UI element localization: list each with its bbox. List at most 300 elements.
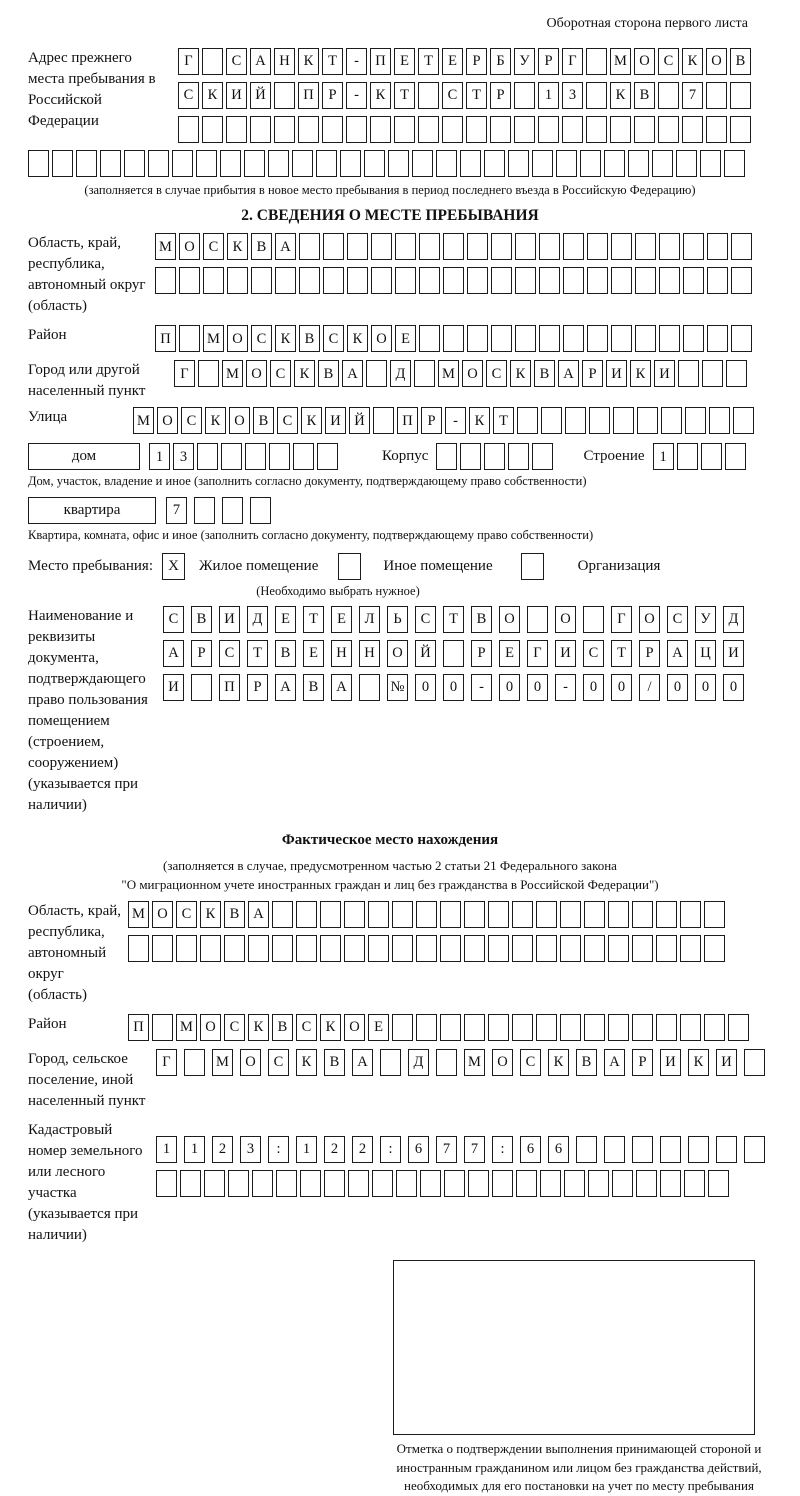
char-box[interactable]: К bbox=[227, 233, 248, 260]
char-box[interactable] bbox=[371, 233, 392, 260]
char-box[interactable] bbox=[508, 150, 529, 177]
char-box[interactable] bbox=[560, 935, 581, 962]
char-box[interactable]: Г bbox=[611, 606, 632, 633]
char-box[interactable] bbox=[565, 407, 586, 434]
char-box[interactable] bbox=[443, 325, 464, 352]
char-box[interactable]: : bbox=[492, 1136, 513, 1163]
char-box[interactable] bbox=[222, 497, 243, 524]
char-box[interactable]: Т bbox=[247, 640, 268, 667]
char-box[interactable] bbox=[464, 1014, 485, 1041]
char-box[interactable] bbox=[707, 233, 728, 260]
char-box[interactable] bbox=[744, 1136, 765, 1163]
char-box[interactable] bbox=[730, 116, 751, 143]
char-box[interactable] bbox=[155, 267, 176, 294]
char-box[interactable] bbox=[484, 443, 505, 470]
char-box[interactable]: Г bbox=[174, 360, 195, 387]
char-box[interactable]: Р bbox=[490, 82, 511, 109]
char-box[interactable] bbox=[563, 325, 584, 352]
char-box[interactable] bbox=[202, 48, 223, 75]
char-box[interactable] bbox=[359, 674, 380, 701]
char-box[interactable] bbox=[252, 1170, 273, 1197]
char-box[interactable] bbox=[680, 935, 701, 962]
char-box[interactable] bbox=[416, 935, 437, 962]
char-box[interactable]: Т bbox=[303, 606, 324, 633]
char-box[interactable]: И bbox=[219, 606, 240, 633]
char-box[interactable]: Н bbox=[331, 640, 352, 667]
char-box[interactable]: 3 bbox=[562, 82, 583, 109]
char-box[interactable]: К bbox=[610, 82, 631, 109]
char-box[interactable]: С bbox=[268, 1049, 289, 1076]
char-box[interactable] bbox=[632, 935, 653, 962]
char-box[interactable]: К bbox=[370, 82, 391, 109]
char-box[interactable] bbox=[418, 82, 439, 109]
char-box[interactable]: Н bbox=[359, 640, 380, 667]
char-box[interactable] bbox=[419, 267, 440, 294]
char-box[interactable] bbox=[412, 150, 433, 177]
char-box[interactable]: 1 bbox=[149, 443, 170, 470]
char-box[interactable]: М bbox=[155, 233, 176, 260]
char-box[interactable] bbox=[466, 116, 487, 143]
char-box[interactable] bbox=[274, 116, 295, 143]
char-box[interactable]: Р bbox=[582, 360, 603, 387]
char-box[interactable] bbox=[392, 935, 413, 962]
char-box[interactable] bbox=[436, 150, 457, 177]
char-box[interactable]: О bbox=[179, 233, 200, 260]
char-box[interactable]: М bbox=[610, 48, 631, 75]
char-box[interactable] bbox=[395, 233, 416, 260]
char-box[interactable] bbox=[635, 233, 656, 260]
char-box[interactable] bbox=[380, 1049, 401, 1076]
char-box[interactable] bbox=[656, 935, 677, 962]
char-box[interactable]: К bbox=[294, 360, 315, 387]
char-box[interactable] bbox=[250, 497, 271, 524]
char-box[interactable] bbox=[203, 267, 224, 294]
char-box[interactable]: О bbox=[227, 325, 248, 352]
char-box[interactable] bbox=[316, 150, 337, 177]
raion-row[interactable] bbox=[155, 325, 752, 352]
char-box[interactable] bbox=[660, 1136, 681, 1163]
char-box[interactable] bbox=[613, 407, 634, 434]
fact-oblast-row-2[interactable] bbox=[128, 935, 725, 962]
char-box[interactable] bbox=[516, 1170, 537, 1197]
char-box[interactable] bbox=[248, 935, 269, 962]
char-box[interactable]: С bbox=[583, 640, 604, 667]
char-box[interactable]: А bbox=[275, 233, 296, 260]
char-box[interactable]: О bbox=[555, 606, 576, 633]
char-box[interactable] bbox=[226, 116, 247, 143]
char-box[interactable] bbox=[492, 1170, 513, 1197]
char-box[interactable]: П bbox=[397, 407, 418, 434]
char-box[interactable]: М bbox=[212, 1049, 233, 1076]
char-box[interactable]: М bbox=[222, 360, 243, 387]
char-box[interactable] bbox=[224, 935, 245, 962]
char-box[interactable] bbox=[584, 901, 605, 928]
char-box[interactable]: М bbox=[438, 360, 459, 387]
char-box[interactable] bbox=[704, 1014, 725, 1041]
char-box[interactable] bbox=[372, 1170, 393, 1197]
fact-oblast-row-1[interactable] bbox=[128, 901, 725, 928]
char-box[interactable] bbox=[587, 233, 608, 260]
char-box[interactable] bbox=[275, 267, 296, 294]
char-box[interactable] bbox=[179, 325, 200, 352]
char-box[interactable]: 0 bbox=[723, 674, 744, 701]
kadastr-row-2[interactable] bbox=[156, 1170, 765, 1197]
char-box[interactable]: И bbox=[654, 360, 675, 387]
char-box[interactable]: И bbox=[555, 640, 576, 667]
char-box[interactable] bbox=[156, 1170, 177, 1197]
char-box[interactable] bbox=[443, 640, 464, 667]
char-box[interactable] bbox=[701, 443, 722, 470]
char-box[interactable]: Т bbox=[394, 82, 415, 109]
char-box[interactable]: В bbox=[576, 1049, 597, 1076]
char-box[interactable] bbox=[416, 1014, 437, 1041]
char-box[interactable] bbox=[706, 116, 727, 143]
char-box[interactable] bbox=[300, 1170, 321, 1197]
char-box[interactable]: И bbox=[226, 82, 247, 109]
char-box[interactable]: Т bbox=[418, 48, 439, 75]
char-box[interactable]: С bbox=[323, 325, 344, 352]
char-box[interactable] bbox=[364, 150, 385, 177]
char-box[interactable]: П bbox=[155, 325, 176, 352]
char-box[interactable]: С bbox=[219, 640, 240, 667]
char-box[interactable] bbox=[344, 901, 365, 928]
char-box[interactable] bbox=[587, 267, 608, 294]
char-box[interactable]: - bbox=[346, 48, 367, 75]
char-box[interactable] bbox=[589, 407, 610, 434]
char-box[interactable]: Р bbox=[191, 640, 212, 667]
char-box[interactable] bbox=[707, 267, 728, 294]
char-box[interactable] bbox=[464, 901, 485, 928]
char-box[interactable]: А bbox=[331, 674, 352, 701]
char-box[interactable] bbox=[532, 443, 553, 470]
char-box[interactable]: Р bbox=[538, 48, 559, 75]
char-box[interactable]: - bbox=[346, 82, 367, 109]
char-box[interactable]: К bbox=[275, 325, 296, 352]
char-box[interactable] bbox=[584, 1014, 605, 1041]
char-box[interactable] bbox=[200, 935, 221, 962]
char-box[interactable]: № bbox=[387, 674, 408, 701]
char-box[interactable] bbox=[272, 935, 293, 962]
char-box[interactable]: Р bbox=[421, 407, 442, 434]
char-box[interactable]: Р bbox=[247, 674, 268, 701]
char-box[interactable] bbox=[202, 116, 223, 143]
char-box[interactable]: 2 bbox=[352, 1136, 373, 1163]
char-box[interactable]: И bbox=[716, 1049, 737, 1076]
char-box[interactable]: О bbox=[157, 407, 178, 434]
char-box[interactable] bbox=[440, 901, 461, 928]
char-box[interactable]: К bbox=[469, 407, 490, 434]
char-box[interactable] bbox=[563, 233, 584, 260]
prev-address-row-3[interactable] bbox=[178, 116, 751, 143]
char-box[interactable] bbox=[658, 116, 679, 143]
char-box[interactable]: И bbox=[163, 674, 184, 701]
char-box[interactable] bbox=[608, 1014, 629, 1041]
char-box[interactable]: М bbox=[464, 1049, 485, 1076]
char-box[interactable] bbox=[514, 116, 535, 143]
korpus-row[interactable] bbox=[436, 443, 553, 470]
char-box[interactable] bbox=[683, 233, 704, 260]
char-box[interactable] bbox=[707, 325, 728, 352]
char-box[interactable]: 6 bbox=[408, 1136, 429, 1163]
char-box[interactable] bbox=[298, 116, 319, 143]
char-box[interactable] bbox=[659, 233, 680, 260]
char-box[interactable]: 7 bbox=[464, 1136, 485, 1163]
char-box[interactable]: Е bbox=[368, 1014, 389, 1041]
char-box[interactable] bbox=[702, 360, 723, 387]
char-box[interactable] bbox=[296, 935, 317, 962]
char-box[interactable]: В bbox=[191, 606, 212, 633]
char-box[interactable] bbox=[245, 443, 266, 470]
char-box[interactable]: О bbox=[492, 1049, 513, 1076]
char-box[interactable]: О bbox=[344, 1014, 365, 1041]
char-box[interactable]: С bbox=[181, 407, 202, 434]
char-box[interactable] bbox=[467, 233, 488, 260]
char-box[interactable] bbox=[704, 935, 725, 962]
char-box[interactable] bbox=[228, 1170, 249, 1197]
char-box[interactable]: 7 bbox=[682, 82, 703, 109]
ulitsa-row[interactable] bbox=[133, 407, 754, 434]
char-box[interactable]: С bbox=[163, 606, 184, 633]
char-box[interactable] bbox=[724, 150, 745, 177]
char-box[interactable] bbox=[443, 233, 464, 260]
char-box[interactable]: : bbox=[380, 1136, 401, 1163]
char-box[interactable]: 0 bbox=[695, 674, 716, 701]
prev-address-row-2[interactable] bbox=[178, 82, 751, 109]
char-box[interactable] bbox=[628, 150, 649, 177]
char-box[interactable] bbox=[539, 233, 560, 260]
char-box[interactable] bbox=[632, 901, 653, 928]
char-box[interactable] bbox=[682, 116, 703, 143]
char-box[interactable] bbox=[251, 267, 272, 294]
char-box[interactable] bbox=[731, 233, 752, 260]
char-box[interactable] bbox=[419, 233, 440, 260]
char-box[interactable] bbox=[416, 901, 437, 928]
char-box[interactable] bbox=[652, 150, 673, 177]
char-box[interactable] bbox=[368, 901, 389, 928]
char-box[interactable]: О bbox=[462, 360, 483, 387]
char-box[interactable]: О bbox=[639, 606, 660, 633]
char-box[interactable]: Г bbox=[178, 48, 199, 75]
char-box[interactable]: К bbox=[202, 82, 223, 109]
char-box[interactable] bbox=[299, 267, 320, 294]
char-box[interactable] bbox=[709, 407, 730, 434]
char-box[interactable] bbox=[661, 407, 682, 434]
char-box[interactable]: М bbox=[128, 901, 149, 928]
char-box[interactable] bbox=[514, 82, 535, 109]
char-box[interactable] bbox=[28, 150, 49, 177]
char-box[interactable] bbox=[491, 325, 512, 352]
char-box[interactable]: В bbox=[275, 640, 296, 667]
char-box[interactable]: 2 bbox=[212, 1136, 233, 1163]
char-box[interactable]: / bbox=[639, 674, 660, 701]
char-box[interactable]: Д bbox=[723, 606, 744, 633]
char-box[interactable]: Т bbox=[322, 48, 343, 75]
char-box[interactable] bbox=[656, 1014, 677, 1041]
char-box[interactable] bbox=[227, 267, 248, 294]
char-box[interactable] bbox=[420, 1170, 441, 1197]
char-box[interactable] bbox=[467, 267, 488, 294]
char-box[interactable]: 1 bbox=[538, 82, 559, 109]
char-box[interactable] bbox=[414, 360, 435, 387]
char-box[interactable]: 7 bbox=[166, 497, 187, 524]
char-box[interactable] bbox=[512, 935, 533, 962]
char-box[interactable] bbox=[395, 267, 416, 294]
char-box[interactable]: О bbox=[387, 640, 408, 667]
char-box[interactable] bbox=[370, 116, 391, 143]
char-box[interactable] bbox=[608, 935, 629, 962]
char-box[interactable]: Й bbox=[250, 82, 271, 109]
char-box[interactable]: С bbox=[251, 325, 272, 352]
char-box[interactable] bbox=[604, 1136, 625, 1163]
char-box[interactable]: Р bbox=[639, 640, 660, 667]
char-box[interactable] bbox=[632, 1014, 653, 1041]
char-box[interactable]: - bbox=[555, 674, 576, 701]
char-box[interactable] bbox=[204, 1170, 225, 1197]
char-box[interactable]: 0 bbox=[611, 674, 632, 701]
char-box[interactable]: К bbox=[548, 1049, 569, 1076]
char-box[interactable] bbox=[680, 901, 701, 928]
char-box[interactable] bbox=[586, 48, 607, 75]
char-box[interactable] bbox=[443, 267, 464, 294]
char-box[interactable]: П bbox=[219, 674, 240, 701]
char-box[interactable]: К bbox=[510, 360, 531, 387]
char-box[interactable] bbox=[560, 1014, 581, 1041]
char-box[interactable]: Г bbox=[562, 48, 583, 75]
char-box[interactable] bbox=[634, 116, 655, 143]
char-box[interactable]: К bbox=[298, 48, 319, 75]
char-box[interactable] bbox=[608, 901, 629, 928]
char-box[interactable] bbox=[536, 935, 557, 962]
char-box[interactable] bbox=[580, 150, 601, 177]
char-box[interactable] bbox=[611, 233, 632, 260]
char-box[interactable]: Л bbox=[359, 606, 380, 633]
char-box[interactable] bbox=[467, 325, 488, 352]
char-box[interactable] bbox=[442, 116, 463, 143]
char-box[interactable] bbox=[299, 233, 320, 260]
char-box[interactable]: А bbox=[250, 48, 271, 75]
char-box[interactable]: О bbox=[152, 901, 173, 928]
prev-address-row-4[interactable] bbox=[28, 150, 752, 177]
char-box[interactable]: Т bbox=[611, 640, 632, 667]
char-box[interactable]: Д bbox=[247, 606, 268, 633]
char-box[interactable]: А bbox=[558, 360, 579, 387]
char-box[interactable] bbox=[444, 1170, 465, 1197]
char-box[interactable] bbox=[604, 150, 625, 177]
char-box[interactable] bbox=[128, 935, 149, 962]
char-box[interactable] bbox=[320, 901, 341, 928]
fact-gorod-row[interactable] bbox=[156, 1049, 765, 1076]
char-box[interactable]: С bbox=[658, 48, 679, 75]
char-box[interactable] bbox=[244, 150, 265, 177]
char-box[interactable]: Д bbox=[390, 360, 411, 387]
char-box[interactable] bbox=[610, 116, 631, 143]
char-box[interactable] bbox=[488, 1014, 509, 1041]
char-box[interactable] bbox=[658, 82, 679, 109]
char-box[interactable]: К bbox=[347, 325, 368, 352]
char-box[interactable] bbox=[344, 935, 365, 962]
char-box[interactable]: В bbox=[253, 407, 274, 434]
char-box[interactable] bbox=[527, 606, 548, 633]
char-box[interactable]: С bbox=[176, 901, 197, 928]
char-box[interactable]: В bbox=[730, 48, 751, 75]
char-box[interactable]: Е bbox=[331, 606, 352, 633]
char-box[interactable] bbox=[744, 1049, 765, 1076]
kadastr-row-1[interactable] bbox=[156, 1136, 765, 1163]
char-box[interactable]: У bbox=[695, 606, 716, 633]
char-box[interactable] bbox=[612, 1170, 633, 1197]
char-box[interactable]: 1 bbox=[653, 443, 674, 470]
char-box[interactable]: В bbox=[224, 901, 245, 928]
document-row-3[interactable] bbox=[163, 674, 744, 701]
fact-raion-row[interactable] bbox=[128, 1014, 749, 1041]
char-box[interactable]: Т bbox=[466, 82, 487, 109]
char-box[interactable]: Г bbox=[527, 640, 548, 667]
char-box[interactable] bbox=[685, 407, 706, 434]
char-box[interactable] bbox=[586, 116, 607, 143]
char-box[interactable] bbox=[540, 1170, 561, 1197]
char-box[interactable]: М bbox=[176, 1014, 197, 1041]
char-box[interactable] bbox=[436, 443, 457, 470]
char-box[interactable]: Б bbox=[490, 48, 511, 75]
char-box[interactable]: Е bbox=[394, 48, 415, 75]
char-box[interactable]: М bbox=[203, 325, 224, 352]
char-box[interactable] bbox=[197, 443, 218, 470]
char-box[interactable]: К bbox=[688, 1049, 709, 1076]
char-box[interactable]: С bbox=[203, 233, 224, 260]
char-box[interactable]: С bbox=[224, 1014, 245, 1041]
char-box[interactable]: О bbox=[240, 1049, 261, 1076]
char-box[interactable] bbox=[180, 1170, 201, 1197]
char-box[interactable] bbox=[276, 1170, 297, 1197]
char-box[interactable]: 3 bbox=[240, 1136, 261, 1163]
oblast-row-2[interactable] bbox=[155, 267, 752, 294]
char-box[interactable]: С bbox=[486, 360, 507, 387]
char-box[interactable]: К bbox=[296, 1049, 317, 1076]
dom-row[interactable] bbox=[149, 443, 338, 470]
char-box[interactable] bbox=[172, 150, 193, 177]
char-box[interactable] bbox=[488, 901, 509, 928]
char-box[interactable] bbox=[324, 1170, 345, 1197]
char-box[interactable] bbox=[320, 935, 341, 962]
char-box[interactable] bbox=[560, 901, 581, 928]
char-box[interactable] bbox=[52, 150, 73, 177]
char-box[interactable]: Ц bbox=[695, 640, 716, 667]
char-box[interactable]: А bbox=[352, 1049, 373, 1076]
char-box[interactable]: И bbox=[325, 407, 346, 434]
char-box[interactable]: Е bbox=[499, 640, 520, 667]
char-box[interactable]: И bbox=[606, 360, 627, 387]
char-box[interactable]: И bbox=[660, 1049, 681, 1076]
char-box[interactable]: А bbox=[163, 640, 184, 667]
char-box[interactable] bbox=[419, 325, 440, 352]
char-box[interactable] bbox=[323, 267, 344, 294]
char-box[interactable] bbox=[460, 150, 481, 177]
char-box[interactable] bbox=[637, 407, 658, 434]
char-box[interactable] bbox=[726, 360, 747, 387]
char-box[interactable] bbox=[563, 267, 584, 294]
char-box[interactable] bbox=[659, 267, 680, 294]
char-box[interactable] bbox=[371, 267, 392, 294]
char-box[interactable] bbox=[440, 1014, 461, 1041]
char-box[interactable] bbox=[515, 267, 536, 294]
char-box[interactable] bbox=[418, 116, 439, 143]
char-box[interactable] bbox=[272, 901, 293, 928]
char-box[interactable]: В bbox=[634, 82, 655, 109]
char-box[interactable] bbox=[366, 360, 387, 387]
char-box[interactable] bbox=[184, 1049, 205, 1076]
char-box[interactable]: С bbox=[226, 48, 247, 75]
char-box[interactable] bbox=[148, 150, 169, 177]
